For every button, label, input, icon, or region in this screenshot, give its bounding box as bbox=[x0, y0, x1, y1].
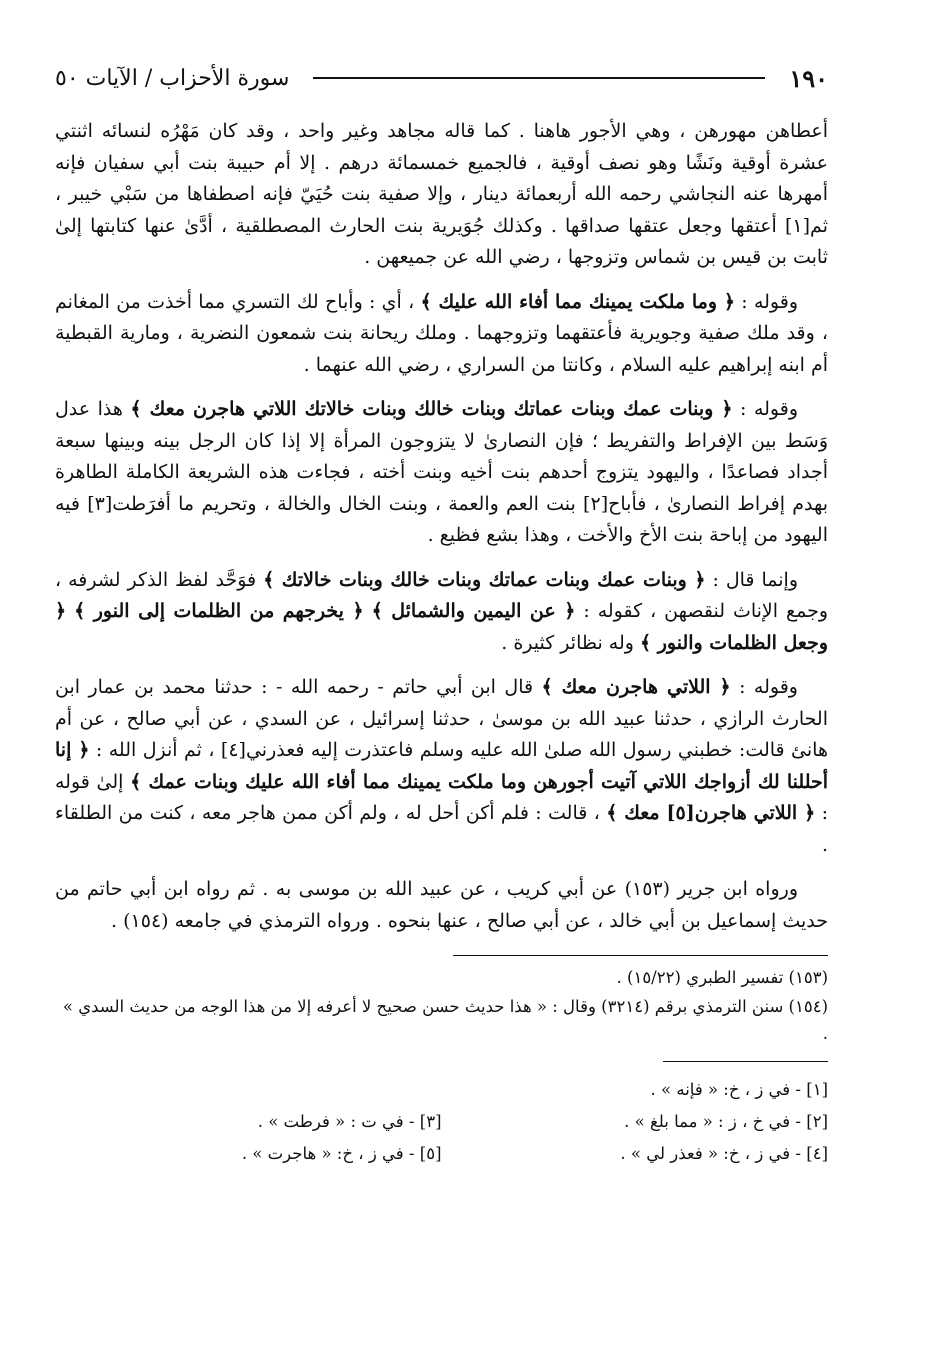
paragraph-text: هذا عدل وَسَط بين الإفراط والتفريط ؛ فإن النصارىٰ لا يتزوجون المرأة إلا إذا كان الرجل بينه وبينها سبعة أجداد فصاعدًا ، واليهود يتزوج أحدهم بنت أخيه وبنت أخته ، فجاءت هذه الشريعة الكاملة الطاهرة بهدم إفراط النصارىٰ ، فأباح[٢] بنت العم والعمة ، وبنت الخال والخالة ، وتحريم ما أفرَطت[٣] فيه اليهود من إباحة بنت الأخ والأخت ، وهذا بشع فظيع . bbox=[55, 398, 828, 546]
paragraph-text bbox=[66, 600, 74, 622]
paragraph bbox=[55, 287, 828, 382]
book-page bbox=[55, 58, 828, 1312]
paragraph-text: أعطاهن مهورهن ، وهي الأجور هاهنا . كما قاله مجاهد وغير واحد ، وقد كان مَهْرُه لنسائه اثنتي عشرة أوقية ونَشًا وهو نصف أوقية ، فالجميع خمسمائة درهم . إلا أم حبيبة بنت أبي سفيان فإنه أمهرها عنه النجاشي رحمه الله أربعمائة دينار ، وإلا صفية بنت حُيَيّ فإنه اصطفاها من سَبْي خيبر ، ثم[١] أعتقها وجعل عتقها صداقها . وكذلك جُوَيرية بنت الحارث المصطلقية ، أدَّىٰ عنها كتابتها إلىٰ ثابت بن قيس بن شماس وتزوجها ، رضي الله عن جميعهن . bbox=[55, 120, 828, 268]
paragraph bbox=[55, 394, 828, 552]
footnotes bbox=[55, 964, 828, 1047]
quran-quote: ﴿ عن اليمين والشمائل ﴾ bbox=[371, 600, 576, 622]
variants-divider bbox=[663, 1061, 828, 1062]
quran-quote: ﴿ اللاتي هاجرن معك ﴾ bbox=[541, 676, 731, 698]
running-head: سورة الأحزاب / الآيات ٥٠ bbox=[55, 65, 290, 91]
quran-quote: ﴿ اللاتي هاجرن[٥] معك ﴾ bbox=[606, 802, 816, 824]
footnote: (١٥٣) تفسير الطبري (١٥/٢٢) . bbox=[616, 968, 828, 987]
footnote: (١٥٤) سنن الترمذي برقم (٣٢١٤) وقال : « هذا حديث حسن صحيح لا أعرفه إلا من هذا الوجه من حديث السدي » . bbox=[62, 997, 828, 1043]
header-rule bbox=[313, 77, 765, 79]
paragraph bbox=[55, 874, 828, 937]
variant-note bbox=[55, 1074, 442, 1106]
paragraph-text: ، أي : وأباح لك التسري مما أخذت من المغانم ، وقد ملك صفية وجويرية فأعتقهما وتزوجهما . وملك ريحانة بنت شمعون النضرية ، ومارية القبطية أم ابنه إبراهيم عليه السلام ، وكانتا من السراري ، رضي الله عنهما . bbox=[55, 290, 828, 376]
quran-quote: ﴿ وبنات عمك وبنات عماتك وبنات خالك وبنات خالاتك ﴾ bbox=[263, 568, 706, 591]
variant-row bbox=[55, 1074, 828, 1106]
paragraph bbox=[55, 565, 828, 660]
variant-row bbox=[55, 1106, 828, 1138]
paragraph-text: وقوله : bbox=[732, 398, 798, 420]
paragraph bbox=[55, 672, 828, 861]
paragraph-text: وإنما قال : bbox=[705, 568, 798, 591]
variant-note: [٢] - في خ ، ز : « مما بلغ » . bbox=[624, 1112, 828, 1131]
variant-note: [١] - في ز ، خ: « فإنه » . bbox=[650, 1080, 828, 1099]
variant-note: [٥] - في ز ، خ: « هاجرت » . bbox=[241, 1144, 442, 1163]
paragraph-text: فوَحَّد لفظ الذكر لشرفه ، وجمع الإناث لنقصهن ، كقوله : bbox=[55, 568, 828, 622]
quran-quote: ﴿ يخرجهم من الظلمات إلى النور ﴾ bbox=[74, 600, 364, 622]
quran-quote: ﴿ وما ملكت يمينك مما أفاء الله عليك ﴾ bbox=[420, 290, 736, 313]
variant-note: [٣] - في ت : « فرطت » . bbox=[257, 1112, 442, 1131]
paragraph-text: وله نظائر كثيرة . bbox=[501, 631, 640, 654]
paragraph-text: قال ابن أبي حاتم - رحمه الله - : حدثنا محمد بن عمار ابن الحارث الرازي ، حدثنا عبيد الله بن موسىٰ ، حدثنا إسرائيل ، عن السدي ، عن أبي صالح ، عن أم هانئ قالت: خطبني رسول الله صلىٰ الله عليه وسلم فاعتذرت إليه فعذرني[٤] ، ثم أنزل الله : bbox=[55, 676, 828, 761]
paragraph-text: وقوله : bbox=[735, 290, 799, 313]
variant-note: [٤] - في ز ، خ: « فعذر لي » . bbox=[620, 1144, 828, 1163]
quran-quote: ﴿ وبنات عمك وبنات عماتك وبنات خالك وبنات خالاتك اللاتي هاجرن معك ﴾ bbox=[130, 398, 733, 420]
quran-quote: ﴿ إنا أحللنا لك أزواجك اللاتي آتيت أجورهن وما ملكت يمينك مما أفاء الله عليك وبنات عمك ﴾ bbox=[55, 739, 829, 793]
paragraph-text: وقوله : bbox=[730, 676, 798, 698]
quran-quote: ﴿ وجعل الظلمات والنور ﴾ bbox=[55, 600, 828, 654]
variant-row bbox=[55, 1138, 828, 1170]
paragraph bbox=[55, 116, 828, 274]
paragraph-text: ، قالت : فلم أكن أحل له ، ولم أكن ممن هاجر معه ، كنت من الطلقاء . bbox=[55, 802, 828, 856]
manuscript-variants bbox=[55, 1074, 828, 1170]
body-text bbox=[55, 116, 828, 937]
footnote-divider bbox=[453, 955, 828, 956]
page-number: ١٩٠ bbox=[789, 63, 828, 93]
paragraph-text bbox=[364, 600, 372, 622]
paragraph-text: ورواه ابن جرير (١٥٣) عن أبي كريب ، عن عبيد الله بن موسى به . ثم رواه ابن أبي حاتم من حديث إسماعيل بن أبي خالد ، عن أبي صالح ، عنها بنحوه . ورواه الترمذي في جامعه (١٥٤) . bbox=[55, 878, 828, 932]
paragraph-text: إلىٰ قوله : bbox=[55, 770, 828, 824]
page-header bbox=[55, 58, 828, 98]
